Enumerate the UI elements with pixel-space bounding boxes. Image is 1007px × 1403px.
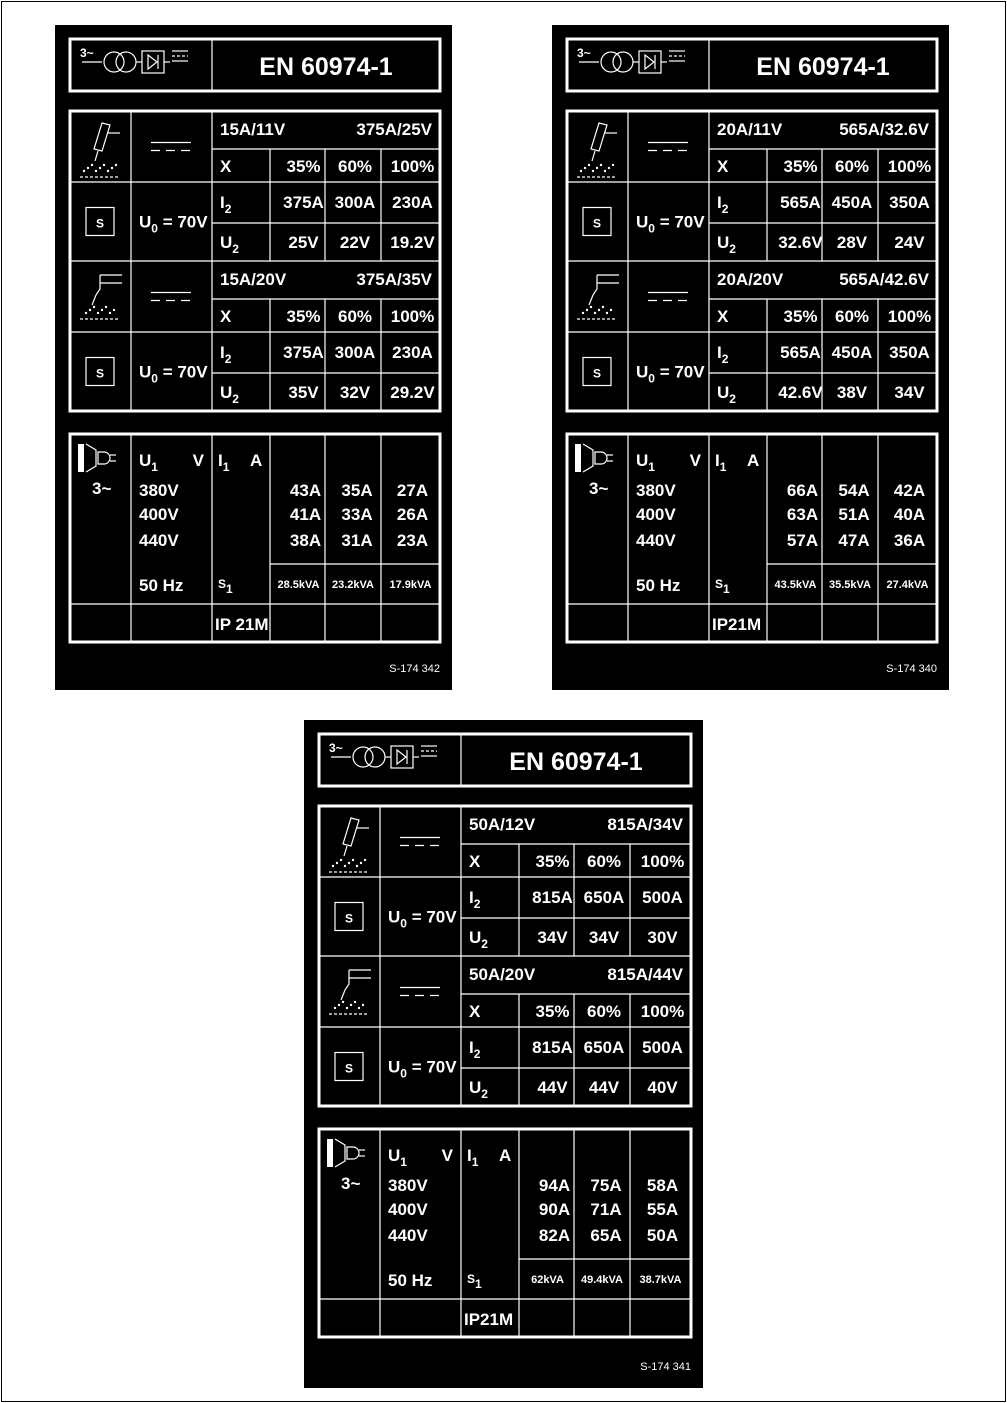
open-circuit-voltage: $U_0 = 70V$ (636, 212, 705, 236)
supply-current: 50A (646, 1226, 679, 1245)
tig-duty-cycle: 100% (390, 307, 435, 326)
mma-range-max: 375A/25V (356, 120, 432, 139)
rating-plate-2 (552, 25, 949, 690)
mma-u2-value: 34V (537, 928, 568, 947)
transformer-rectifier-icon (80, 46, 188, 73)
tig-i2-value: 815A (532, 1038, 573, 1057)
mma-u2-value: 30V (647, 928, 678, 947)
supply-voltage: 380V (636, 481, 676, 500)
mma-u2-value: 19.2V (390, 233, 435, 252)
u1-label: $U_1$ (636, 451, 655, 474)
mma-u2-label: $U_2$ (717, 233, 736, 256)
tig-i2-value: 650A (583, 1038, 625, 1057)
tig-u2-label: $U_2$ (717, 383, 736, 406)
supply-voltage: 400V (636, 505, 676, 524)
rating-plate-3 (304, 720, 703, 1388)
s-mark-label: S (344, 911, 354, 926)
mma-i2-value: 815A (532, 888, 573, 907)
tig-i2-value: 500A (642, 1038, 683, 1057)
ip-rating: IP21M (464, 1310, 514, 1329)
standard-title: EN 60974-1 (509, 748, 643, 776)
mma-range-min: 15A/11V (220, 120, 286, 139)
tig-duty-cycle: 35% (535, 1002, 570, 1021)
s-mark-label: S (95, 366, 105, 381)
tig-range-max: 375A/35V (356, 270, 432, 289)
tig-torch-icon (577, 275, 619, 319)
tig-u2-label: $U_2$ (220, 383, 239, 406)
tig-i2-label: $I_2$ (717, 343, 729, 366)
ip-rating: IP 21M (215, 615, 269, 634)
supply-frequency: 50 Hz (139, 576, 184, 595)
tig-duty-label: X (220, 307, 232, 326)
direct-current-icon (400, 838, 440, 846)
standard-title: EN 60974-1 (259, 53, 393, 81)
s-mark-label: S (592, 216, 602, 231)
tig-range-min: 50A/20V (469, 965, 536, 984)
tig-range-min: 15A/20V (220, 270, 287, 289)
tig-u2-label: $U_2$ (469, 1078, 488, 1101)
tig-i2-label: $I_2$ (220, 343, 232, 366)
supply-current: 57A (786, 531, 819, 550)
apparent-power: 28.5kVA (277, 579, 320, 591)
mma-i2-value: 565A (780, 193, 821, 212)
tig-u2-value: 44V (588, 1078, 620, 1097)
supply-current: 82A (538, 1226, 571, 1245)
ip-rating: IP21M (712, 615, 762, 634)
tig-u2-value: 42.6V (778, 383, 823, 402)
supply-current: 42A (893, 481, 926, 500)
supply-current: 38A (289, 531, 322, 550)
tig-range-max: 565A/42.6V (839, 270, 929, 289)
tig-i2-value: 375A (283, 343, 324, 362)
three-phase-symbol: 3~ (329, 741, 343, 755)
mma-u2-value: 34V (588, 928, 620, 947)
electrode-holder-icon (329, 818, 369, 872)
supply-current: 33A (341, 505, 373, 524)
mma-range-max: 565A/32.6V (839, 120, 929, 139)
electrode-holder-icon (577, 123, 617, 177)
mma-duty-cycle: 100% (887, 157, 932, 176)
supply-phase-symbol: 3~ (589, 479, 609, 498)
mma-range-max: 815A/34V (607, 815, 683, 834)
tig-duty-cycle: 60% (586, 1002, 622, 1021)
i1-unit: A (250, 451, 263, 470)
drawing-code: S-174 340 (886, 663, 937, 675)
direct-current-icon (151, 143, 191, 151)
mma-u2-value: 28V (836, 233, 868, 252)
supply-current: 75A (590, 1176, 622, 1195)
supply-current: 66A (786, 481, 819, 500)
supply-current: 55A (646, 1200, 679, 1219)
tig-i2-value: 230A (392, 343, 433, 362)
supply-current: 63A (786, 505, 819, 524)
supply-current: 71A (590, 1200, 622, 1219)
mma-i2-label: $I_2$ (717, 193, 729, 216)
open-circuit-voltage: $U_0 = 70V$ (139, 362, 208, 386)
supply-current: 23A (396, 531, 429, 550)
mma-duty-label: X (469, 852, 481, 871)
supply-current: 40A (893, 505, 926, 524)
apparent-power: 27.4kVA (886, 579, 929, 591)
supply-current: 31A (341, 531, 373, 550)
three-phase-symbol: 3~ (80, 46, 94, 60)
tig-range-max: 815A/44V (607, 965, 683, 984)
transformer-rectifier-icon (329, 741, 437, 768)
i1-unit: A (499, 1146, 512, 1165)
mains-plug-icon (327, 1139, 365, 1167)
plate-drawing (552, 25, 949, 690)
drawing-code: S-174 342 (389, 663, 440, 675)
tig-i2-value: 450A (831, 343, 873, 362)
supply-voltage: 440V (388, 1226, 428, 1245)
tig-duty-cycle: 100% (887, 307, 932, 326)
mma-duty-cycle: 100% (640, 852, 685, 871)
rating-plate-1 (55, 25, 452, 690)
apparent-power: 49.4kVA (581, 1274, 623, 1286)
mma-duty-cycle: 35% (535, 852, 570, 871)
apparent-power: 38.7kVA (639, 1274, 682, 1286)
tig-duty-cycle: 100% (640, 1002, 685, 1021)
mma-i2-value: 350A (889, 193, 930, 212)
mma-i2-value: 300A (334, 193, 376, 212)
mma-range-min: 20A/11V (717, 120, 783, 139)
tig-u2-value: 34V (894, 383, 925, 402)
supply-voltage: 440V (139, 531, 179, 550)
mma-u2-label: $U_2$ (220, 233, 239, 256)
s1-label: S1 (715, 577, 730, 596)
direct-current-icon (648, 143, 688, 151)
tig-duty-cycle: 35% (286, 307, 321, 326)
mma-duty-cycle: 60% (337, 157, 373, 176)
mains-plug-icon (78, 444, 116, 472)
mma-i2-value: 650A (583, 888, 625, 907)
direct-current-icon (648, 293, 688, 301)
s1-label: S1 (467, 1272, 482, 1291)
mma-i2-value: 375A (283, 193, 324, 212)
tig-i2-value: 300A (334, 343, 376, 362)
u1-unit: V (192, 451, 204, 470)
mma-i2-label: $I_2$ (469, 888, 481, 911)
supply-phase-symbol: 3~ (92, 479, 112, 498)
supply-current: 47A (838, 531, 870, 550)
supply-voltage: 400V (139, 505, 179, 524)
mma-i2-value: 500A (642, 888, 683, 907)
supply-current: 90A (538, 1200, 571, 1219)
supply-current: 41A (289, 505, 322, 524)
plate-drawing (304, 720, 703, 1388)
supply-voltage: 380V (139, 481, 179, 500)
mma-i2-value: 450A (831, 193, 873, 212)
i1-label: $I_1$ (715, 451, 727, 474)
electrode-holder-icon (80, 123, 120, 177)
i1-label: $I_1$ (467, 1146, 479, 1169)
s-mark-label: S (592, 366, 602, 381)
supply-current: 54A (838, 481, 870, 500)
supply-current: 35A (341, 481, 373, 500)
supply-voltage: 380V (388, 1176, 428, 1195)
supply-voltage: 440V (636, 531, 676, 550)
tig-i2-value: 350A (889, 343, 930, 362)
mma-duty-label: X (220, 157, 232, 176)
u1-unit: V (689, 451, 701, 470)
u1-label: $U_1$ (388, 1146, 407, 1169)
apparent-power: 35.5kVA (829, 579, 871, 591)
supply-current: 36A (893, 531, 926, 550)
tig-u2-value: 32V (339, 383, 371, 402)
mains-plug-icon (575, 444, 613, 472)
mma-u2-label: $U_2$ (469, 928, 488, 951)
supply-current: 26A (396, 505, 429, 524)
drawing-code: S-174 341 (640, 1361, 691, 1373)
tig-torch-icon (329, 970, 371, 1014)
apparent-power: 62kVA (531, 1274, 564, 1286)
supply-frequency: 50 Hz (388, 1271, 433, 1290)
tig-duty-cycle: 35% (783, 307, 818, 326)
supply-frequency: 50 Hz (636, 576, 681, 595)
transformer-rectifier-icon (577, 46, 685, 73)
supply-current: 94A (538, 1176, 571, 1195)
supply-current: 58A (646, 1176, 679, 1195)
open-circuit-voltage: $U_0 = 70V$ (636, 362, 705, 386)
mma-u2-value: 25V (288, 233, 319, 252)
tig-u2-value: 29.2V (390, 383, 435, 402)
mma-u2-value: 32.6V (778, 233, 823, 252)
standard-title: EN 60974-1 (756, 53, 890, 81)
u1-label: $U_1$ (139, 451, 158, 474)
direct-current-icon (151, 293, 191, 301)
tig-duty-cycle: 60% (337, 307, 373, 326)
tig-u2-value: 35V (288, 383, 319, 402)
tig-i2-value: 565A (780, 343, 821, 362)
plate-drawing (55, 25, 452, 690)
mma-i2-value: 230A (392, 193, 433, 212)
mma-duty-cycle: 60% (834, 157, 870, 176)
apparent-power: 17.9kVA (389, 579, 432, 591)
supply-current: 43A (289, 481, 322, 500)
supply-phase-symbol: 3~ (341, 1174, 361, 1193)
s-mark-label: S (344, 1061, 354, 1076)
mma-duty-cycle: 60% (586, 852, 622, 871)
tig-duty-label: X (717, 307, 729, 326)
tig-u2-value: 38V (836, 383, 868, 402)
i1-unit: A (747, 451, 760, 470)
tig-duty-cycle: 60% (834, 307, 870, 326)
mma-duty-cycle: 35% (286, 157, 321, 176)
supply-current: 27A (396, 481, 429, 500)
supply-voltage: 400V (388, 1200, 428, 1219)
i1-label: $I_1$ (218, 451, 230, 474)
tig-u2-value: 40V (647, 1078, 678, 1097)
open-circuit-voltage: $U_0 = 70V$ (139, 212, 208, 236)
mma-duty-cycle: 35% (783, 157, 818, 176)
tig-range-min: 20A/20V (717, 270, 784, 289)
apparent-power: 43.5kVA (774, 579, 817, 591)
tig-i2-label: $I_2$ (469, 1038, 481, 1061)
s-mark-label: S (95, 216, 105, 231)
mma-duty-label: X (717, 157, 729, 176)
supply-current: 65A (590, 1226, 622, 1245)
tig-u2-value: 44V (537, 1078, 568, 1097)
tig-duty-label: X (469, 1002, 481, 1021)
mma-u2-value: 22V (339, 233, 371, 252)
direct-current-icon (400, 988, 440, 996)
u1-unit: V (441, 1146, 453, 1165)
three-phase-symbol: 3~ (577, 46, 591, 60)
mma-i2-label: $I_2$ (220, 193, 232, 216)
s1-label: S1 (218, 577, 233, 596)
apparent-power: 23.2kVA (332, 579, 374, 591)
tig-torch-icon (80, 275, 122, 319)
supply-current: 51A (838, 505, 870, 524)
mma-u2-value: 24V (894, 233, 925, 252)
open-circuit-voltage: $U_0 = 70V$ (388, 907, 457, 931)
mma-range-min: 50A/12V (469, 815, 536, 834)
mma-duty-cycle: 100% (390, 157, 435, 176)
open-circuit-voltage: $U_0 = 70V$ (388, 1057, 457, 1081)
